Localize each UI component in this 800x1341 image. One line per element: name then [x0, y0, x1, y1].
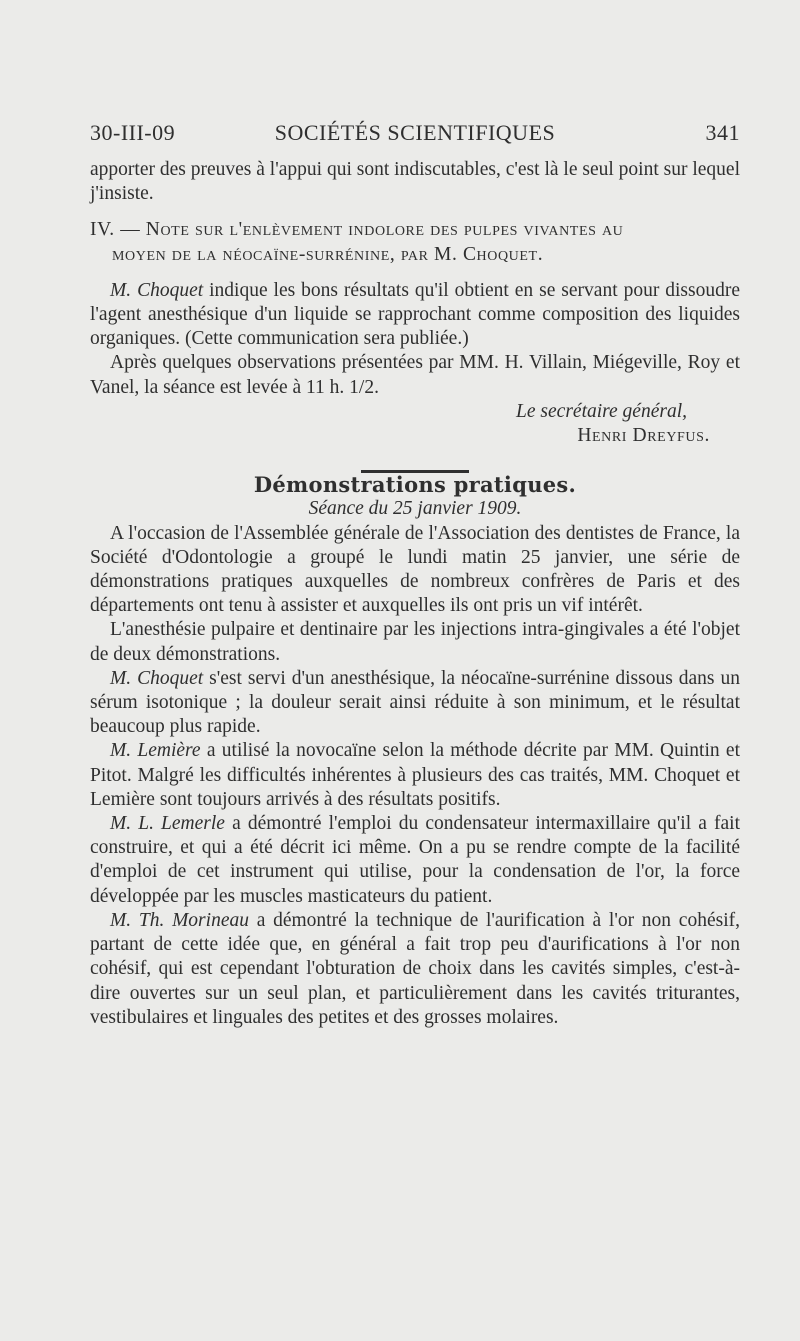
paragraph-text: indique les bons résultats qu'il obtient en se servant pour dissoudre l'agent anesthésique d'un liquide se rapprochant comme composition des liquides organiques. (Cette communication sera publiée.) — [90, 279, 740, 350]
continuation-paragraph: apporter des preuves à l'appui qui sont indiscutables, c'est là le seul point sur lequel j'insiste. — [90, 159, 740, 205]
speaker-name: M. Th. Morineau — [110, 909, 249, 931]
section-iv-title-line2: moyen de la néocaïne-surrénine, par M. Choquet. — [112, 243, 544, 265]
demo-paragraph-1: A l'occasion de l'Assemblée générale de l'Association des dentistes de France, la Société d'Odontologie a groupé le lundi matin 25 janvier, une série de démonstrations pratiques auxquelles de nombreux confrères de Paris et des départements ont tenu à assister et auxquelles ils ont pris un vif intérêt. — [90, 522, 740, 617]
speaker-name: M. Choquet — [110, 667, 204, 689]
demo-paragraph-4 — [90, 739, 740, 812]
page-body — [90, 158, 740, 1030]
paragraph-text: a démontré l'emploi du condensateur intermaxillaire qu'il a fait construire, et qui a été décrit ici même. On a pu se rendre compte de la facilité d'emploi de cet instrument qui utilise, pour la condensation de l'or, la force développée par les muscles masticateurs du patient. — [90, 813, 740, 907]
running-head — [90, 120, 740, 154]
demo-paragraph-5 — [90, 812, 740, 909]
section-iv-heading — [90, 218, 740, 266]
demonstrations-title: Démonstrations pratiques. — [253, 472, 577, 498]
section-iv-paragraph-2: Après quelques observations présentées par MM. H. Villain, Miégeville, Roy et Vanel, la séance est levée à 11 h. 1/2. — [90, 352, 740, 398]
speaker-name: M. L. Lemerle — [110, 813, 225, 835]
demo-paragraph-3 — [90, 667, 740, 740]
paragraph-text: s'est servi d'un anesthésique, la néocaïne-surrénine dissous dans un sérum isotonique ; la douleur serait ainsi réduite à son minimum, et le résultat beaucoup plus rapide. — [90, 667, 741, 738]
speaker-name: M. Choquet — [110, 279, 204, 301]
speaker-name: M. Lemière — [110, 740, 201, 762]
section-iv-paragraph-1 — [90, 279, 740, 352]
page-number: 341 — [705, 120, 740, 145]
paragraph-text: a démontré la technique de l'aurification à l'or non cohésif, partant de cette idée que, en général a fait trop peu d'aurifications à l'or non cohésif, qui est cependant l'obturation de choix dans les cavités simples, c'est-à-dire ouvertes sur un seul plan, et particulièrement dans les cavités triturantes, vestibulaires et linguales des petites et des grosses molaires. — [90, 909, 740, 1028]
header-title: SOCIÉTÉS SCIENTIFIQUES — [274, 120, 556, 145]
header-date: 30-III-09 — [90, 120, 176, 145]
demo-paragraph-6 — [90, 909, 740, 1030]
section-iv-title-line1: IV. — Note sur l'enlèvement indolore des pulpes vivantes au — [90, 219, 624, 241]
paragraph-text: a utilisé la novocaïne selon la méthode décrite par MM. Quintin et Pitot. Malgré les difficultés inhérentes à plusieurs des cas traités, MM. Choquet et Lemière sont toujours arrivés à des résultats positifs. — [90, 740, 740, 810]
session-date: Séance du 25 janvier 1909. — [308, 498, 522, 520]
signature-title: Le secrétaire général, — [516, 400, 687, 422]
demo-paragraph-2: L'anesthésie pulpaire et dentinaire par les injections intra-gingivales a été l'objet de deux démonstrations. — [90, 619, 740, 665]
signature-name: Henri Dreyfus. — [577, 425, 710, 447]
